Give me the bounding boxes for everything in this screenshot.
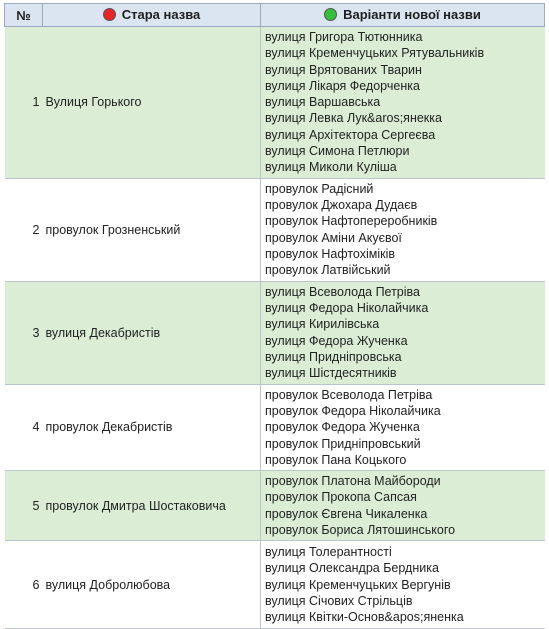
new-name-option: провулок Бориса Лятошинського — [265, 523, 456, 538]
new-name-option: провулок Радісний — [265, 181, 374, 196]
old-street-name: вулиця Добролюбова — [43, 541, 261, 629]
new-name-options — [261, 27, 545, 179]
new-name-option: провулок Джохара Дудаєв — [265, 198, 418, 213]
new-name-option: вулиця Григора Тютюнника — [265, 30, 423, 44]
header-old-name — [43, 4, 261, 27]
new-name-option: вулиця Кирилівська — [265, 317, 380, 332]
table-row — [5, 27, 545, 179]
old-street-name: провулок Грозненський — [43, 178, 261, 281]
new-name-options — [261, 281, 545, 384]
new-name-option: провулок Прокопа Сапсая — [265, 490, 417, 505]
new-name-option: вулиця Кременчуцьких Рятувальників — [265, 46, 485, 61]
old-street-name: Вулиця Горького — [43, 27, 261, 179]
new-name-option: вулиця Олександра Бердника — [265, 561, 439, 576]
old-street-name: провулок Дмитра Шостаковича — [43, 471, 261, 541]
new-name-option: вулиця Врятованих Тварин — [265, 62, 422, 77]
new-name-option: провулок Пана Коцького — [265, 452, 407, 467]
header-new-name — [261, 4, 545, 27]
new-name-option: вулиця Шістдесятників — [265, 366, 397, 381]
new-name-options — [261, 384, 545, 470]
street-rename-table — [4, 3, 545, 629]
new-name-option: провулок Придніпровський — [265, 436, 421, 451]
row-number: 3 — [5, 281, 43, 384]
old-street-name: провулок Декабристів — [43, 384, 261, 470]
row-number: 6 — [5, 541, 43, 629]
header-number: № — [5, 4, 43, 27]
table-row — [5, 178, 545, 281]
new-name-option: провулок Федора Ніколайчика — [265, 403, 441, 418]
new-name-option: вулиця Федора Ніколайчика — [265, 301, 429, 316]
new-name-option: вулиця Симона Петлюри — [265, 144, 410, 159]
new-name-options — [261, 541, 545, 629]
new-name-option: вулиця Левка Лук&aros;янекка — [265, 111, 442, 126]
table-row — [5, 281, 545, 384]
new-name-option: вулиця Варшавська — [265, 95, 381, 110]
table-row — [5, 384, 545, 470]
new-name-option: провулок Латвійський — [265, 263, 391, 278]
new-name-option: вулиця Толерантності — [265, 545, 392, 560]
new-name-option: вулиця Січових Стрільців — [265, 593, 413, 608]
new-name-option: провулок Федора Жученка — [265, 420, 420, 435]
old-street-name: вулиця Декабристів — [43, 281, 261, 384]
row-number: 4 — [5, 384, 43, 470]
table-row — [5, 541, 545, 629]
new-name-options — [261, 178, 545, 281]
new-name-options — [261, 471, 545, 541]
new-name-option: вулиця Квітки-Основ&apos;яненка — [265, 610, 464, 625]
new-name-option: вулиця Придніпровська — [265, 349, 402, 364]
new-name-option: провулок Нафтохіміків — [265, 246, 396, 261]
new-name-option: вулиця Миколи Куліша — [265, 160, 397, 175]
new-name-option: провулок Євгена Чикаленка — [265, 506, 428, 521]
new-name-option: провулок Платона Майбороди — [265, 474, 441, 489]
new-name-option: провулок Аміни Акуєвої — [265, 230, 402, 245]
new-name-option: провулок Всеволода Петріва — [265, 387, 433, 402]
new-name-option: вулиця Лікаря Федорченка — [265, 78, 420, 93]
new-name-option: вулиця Федора Жученка — [265, 333, 408, 348]
red-circle-icon — [103, 8, 116, 21]
new-name-option: вулиця Архітектора Сергеєва — [265, 127, 436, 142]
row-number: 1 — [5, 27, 43, 179]
header-row — [5, 4, 545, 27]
new-name-option: вулиця Всеволода Петріва — [265, 284, 420, 299]
header-old-name-label: Стара назва — [121, 6, 201, 22]
row-number: 2 — [5, 178, 43, 281]
new-name-option: вулиця Кременчуцьких Вергунів — [265, 577, 451, 592]
header-new-name-label: Варіанти нової назви — [343, 6, 481, 22]
new-name-option: провулок Нафтопереробників — [265, 214, 438, 229]
row-number: 5 — [5, 471, 43, 541]
table-row — [5, 471, 545, 541]
green-circle-icon — [324, 8, 337, 21]
